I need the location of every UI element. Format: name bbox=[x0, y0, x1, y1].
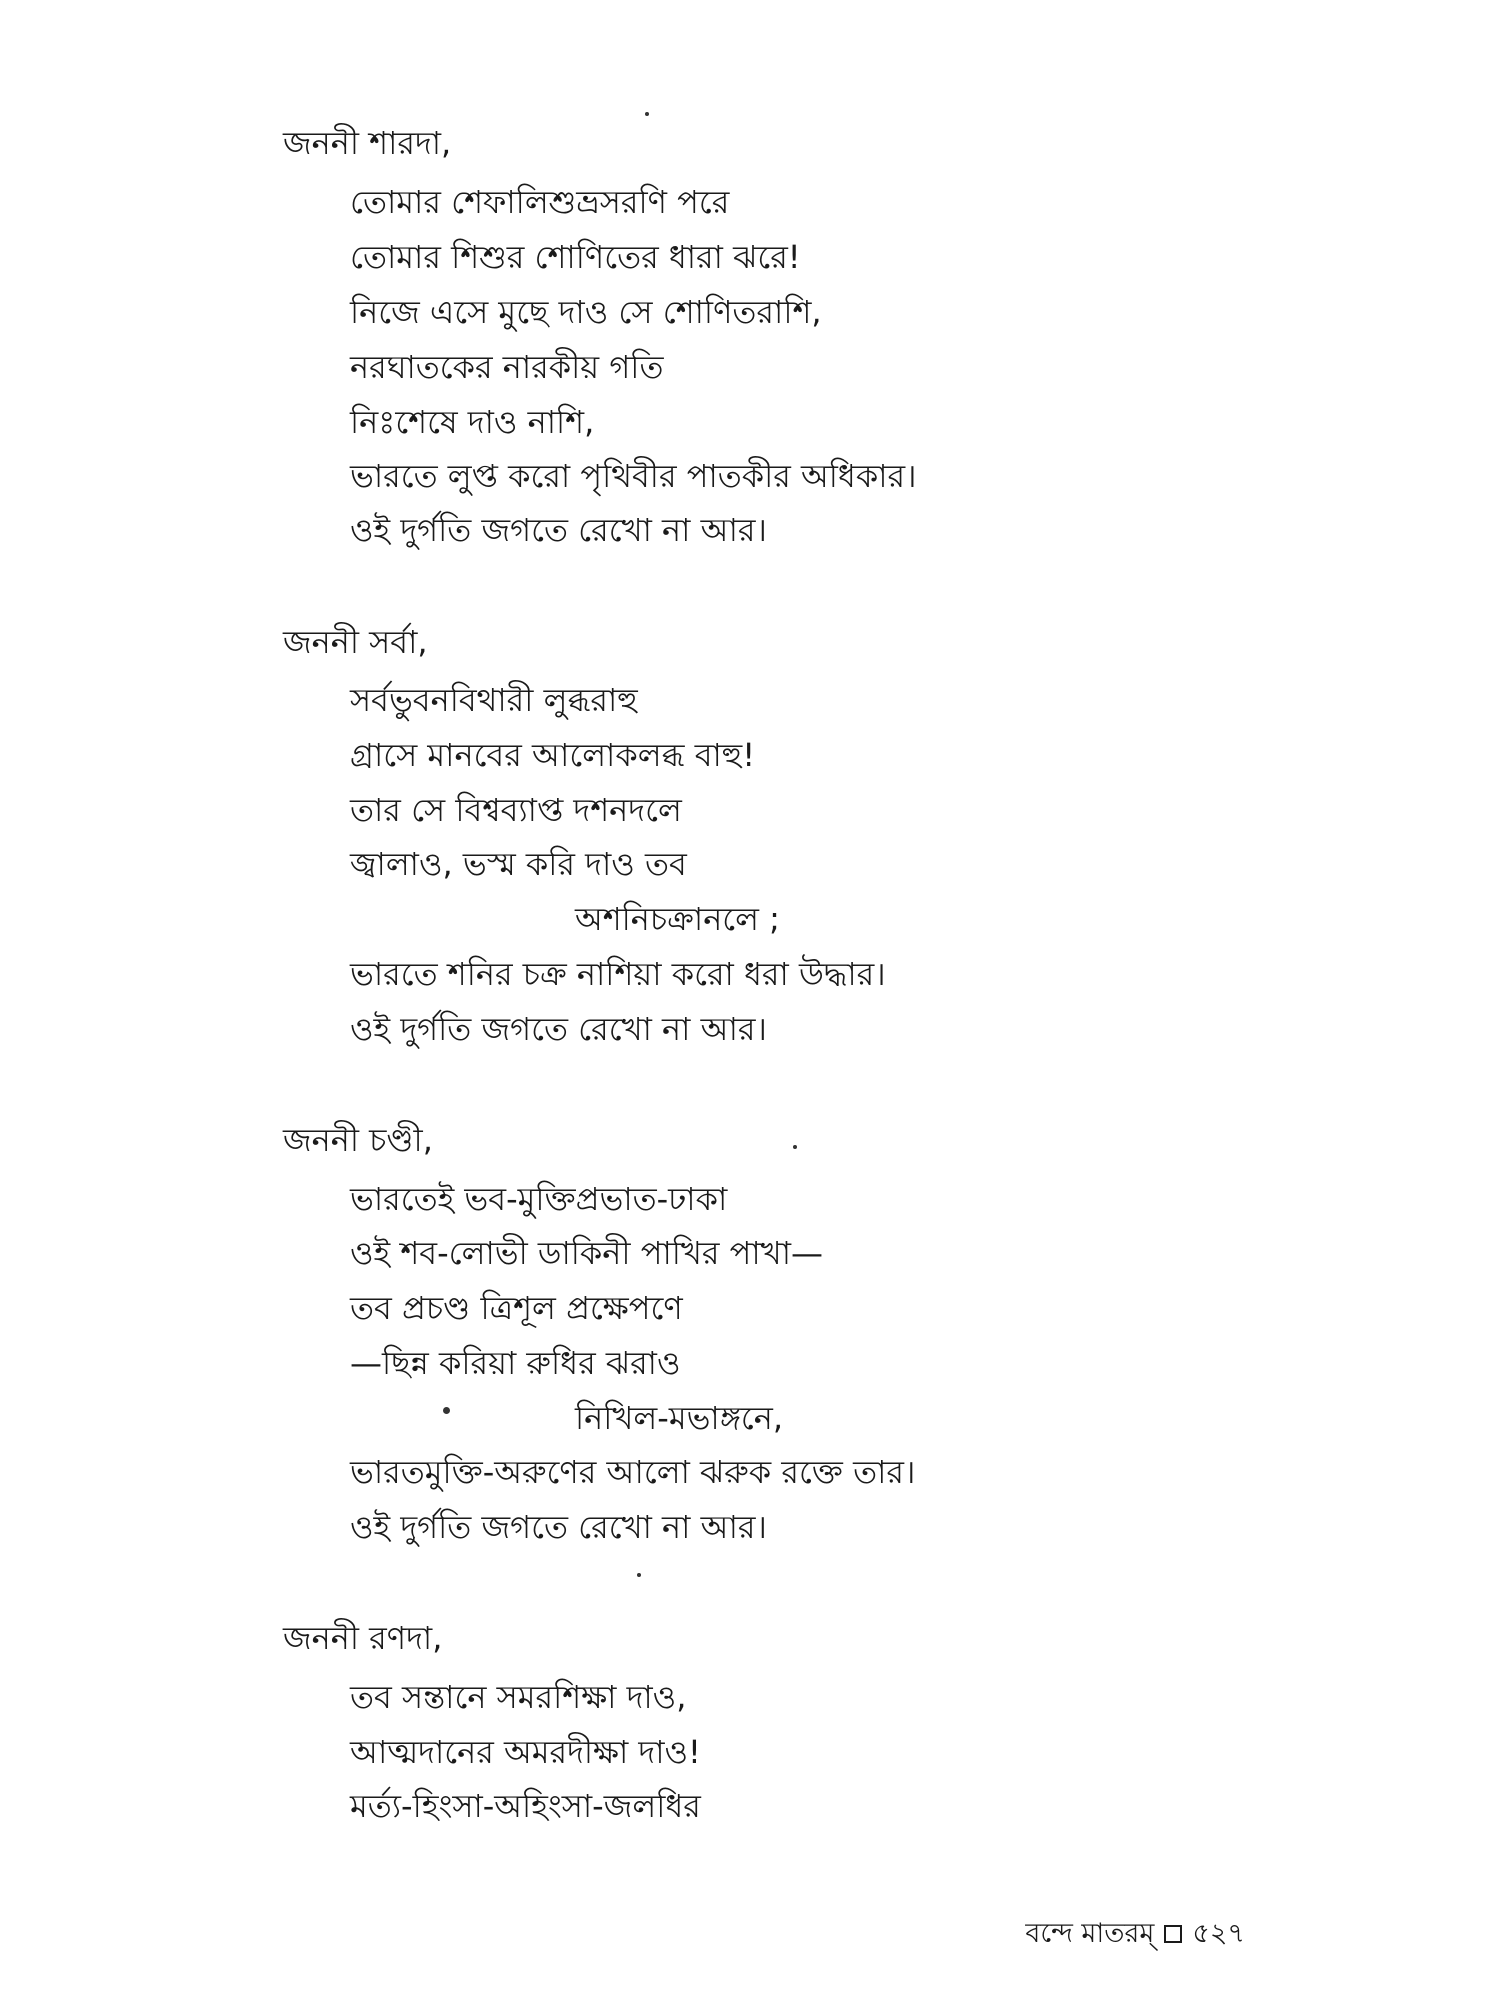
verse-line: নিঃশেষে দাও নাশি, bbox=[350, 403, 595, 441]
verse-line: ওই শব-লোভী ডাকিনী পাখির পাখা— bbox=[350, 1234, 823, 1272]
verse-line: গ্রাসে মানবের আলোকলব্ধ বাহু! bbox=[350, 736, 756, 774]
verse-line: নরঘাতকের নারকীয় গতি bbox=[350, 348, 664, 386]
stanza-heading: জননী শারদা, bbox=[283, 124, 452, 162]
verse-line: ওই দুর্গতি জগতে রেখো না আর। bbox=[350, 511, 767, 549]
scan-speck bbox=[645, 112, 649, 116]
verse-line: —ছিন্ন করিয়া রুধির ঝরাও bbox=[350, 1344, 681, 1382]
scan-speck bbox=[443, 1407, 450, 1414]
verse-line: ওই দুর্গতি জগতে রেখো না আর। bbox=[350, 1508, 767, 1546]
verse-line: ভারতেই ভব-মুক্তিপ্রভাত-ঢাকা bbox=[350, 1180, 728, 1218]
verse-line: তোমার শেফালিশুভ্রসরণি পরে bbox=[350, 183, 730, 221]
stanza-heading: জননী সর্বা, bbox=[283, 623, 428, 661]
square-bullet-icon bbox=[1164, 1925, 1182, 1943]
verse-line: তব প্রচণ্ড ত্রিশূল প্রক্ষেপণে bbox=[350, 1289, 683, 1327]
verse-line: তোমার শিশুর শোণিতের ধারা ঝরে! bbox=[350, 238, 801, 276]
page-number: ৫২৭ bbox=[1192, 1918, 1245, 1949]
verse-line: ওই দুর্গতি জগতে রেখো না আর। bbox=[350, 1010, 767, 1048]
scan-speck bbox=[793, 1145, 797, 1149]
verse-line: অশনিচক্রানলে ; bbox=[575, 900, 780, 938]
verse-line: ভারতে শনির চক্র নাশিয়া করো ধরা উদ্ধার। bbox=[350, 955, 886, 993]
verse-line: ভারতে লুপ্ত করো পৃথিবীর পাতকীর অধিকার। bbox=[350, 457, 917, 495]
verse-line: জ্বালাও, ভস্ম করি দাও তব bbox=[350, 845, 687, 883]
verse-line: সর্বভুবনবিথারী লুব্ধরাহু bbox=[350, 681, 638, 719]
verse-line: নিখিল-মভাঙ্গনে, bbox=[575, 1399, 784, 1437]
verse-line: নিজে এসে মুছে দাও সে শোণিতরাশি, bbox=[350, 293, 822, 331]
verse-line: তব সন্তানে সমরশিক্ষা দাও, bbox=[350, 1678, 687, 1716]
verse-line: ভারতমুক্তি-অরুণের আলো ঝরুক রক্তে তার। bbox=[350, 1453, 916, 1491]
verse-line: মর্ত্য-হিংসা-অহিংসা-জলধির bbox=[350, 1787, 701, 1825]
verse-line: আত্মদানের অমরদীক্ষা দাও! bbox=[350, 1733, 701, 1771]
scan-speck bbox=[637, 1573, 641, 1577]
stanza-heading: জননী রণদা, bbox=[283, 1619, 443, 1657]
stanza-heading: জননী চণ্ডী, bbox=[283, 1121, 433, 1159]
verse-line: তার সে বিশ্বব্যাপ্ত দশনদলে bbox=[350, 791, 682, 829]
book-title: বন্দে মাতরম্ bbox=[1025, 1918, 1155, 1949]
page-footer bbox=[1025, 1914, 1245, 1954]
